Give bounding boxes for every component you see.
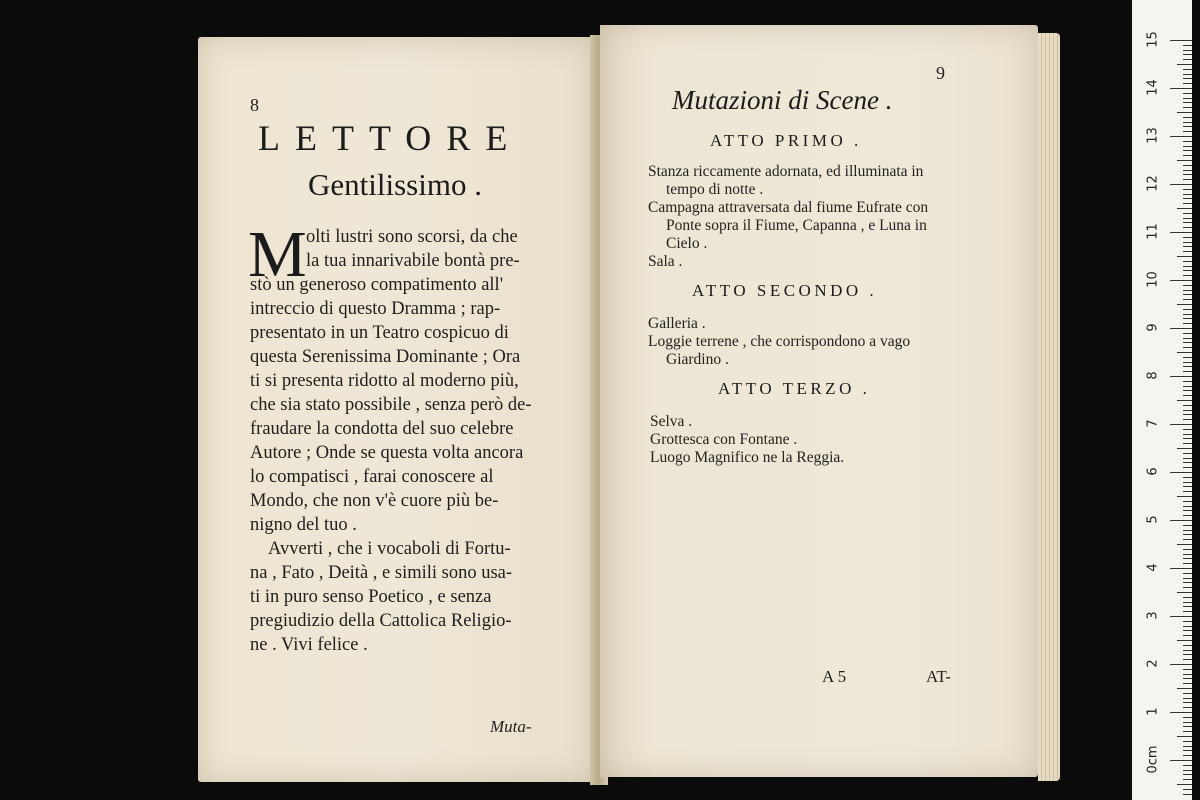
ruler-tick bbox=[1177, 352, 1192, 353]
ruler-tick bbox=[1183, 558, 1192, 559]
ruler-label: 2 bbox=[1145, 659, 1161, 668]
act-heading: ATTO PRIMO . bbox=[710, 131, 862, 150]
ruler-tick bbox=[1177, 448, 1192, 449]
ruler-tick bbox=[1183, 702, 1192, 703]
ruler-tick bbox=[1183, 390, 1192, 391]
text-line: Autore ; Onde se questa volta ancora bbox=[250, 443, 524, 463]
ruler-tick bbox=[1183, 227, 1192, 228]
ruler-tick bbox=[1177, 544, 1192, 545]
page-subtitle: Gentilissimo . bbox=[308, 167, 482, 202]
ruler-tick bbox=[1183, 510, 1192, 511]
ruler-tick bbox=[1183, 189, 1192, 190]
text-line: che sia stato possibile , senza però de- bbox=[250, 395, 532, 415]
ruler-tick bbox=[1183, 582, 1192, 583]
ruler-tick bbox=[1183, 126, 1192, 127]
scene-line: Stanza riccamente adornata, ed illuminata in bbox=[648, 163, 924, 180]
ruler-tick bbox=[1183, 294, 1192, 295]
text-line: ti in puro senso Poetico , e senza bbox=[250, 587, 492, 607]
text-line: stò un generoso compatimento all' bbox=[250, 275, 504, 295]
ruler-tick bbox=[1177, 496, 1192, 497]
ruler-tick bbox=[1183, 213, 1192, 214]
scene-line: Sala . bbox=[648, 253, 683, 270]
text-line: na , Fato , Deità , e simili sono usa- bbox=[250, 563, 513, 583]
ruler-tick bbox=[1183, 45, 1192, 46]
ruler-tick bbox=[1183, 467, 1192, 468]
ruler-tick bbox=[1183, 83, 1192, 84]
ruler-tick bbox=[1183, 323, 1192, 324]
ruler-tick bbox=[1183, 765, 1192, 766]
signature-mark: A 5 bbox=[822, 667, 847, 686]
ruler-tick bbox=[1183, 333, 1192, 334]
ruler-label: 7 bbox=[1145, 419, 1161, 428]
text-line: nigno del tuo . bbox=[250, 515, 357, 535]
ruler-tick bbox=[1183, 515, 1192, 516]
ruler-tick bbox=[1183, 443, 1192, 444]
ruler-tick bbox=[1183, 366, 1192, 367]
ruler-tick bbox=[1183, 371, 1192, 372]
ruler-tick bbox=[1183, 794, 1192, 795]
ruler-tick bbox=[1183, 491, 1192, 492]
scene-line: tempo di notte . bbox=[666, 181, 764, 198]
ruler-tick bbox=[1183, 141, 1192, 142]
ruler-tick bbox=[1170, 376, 1192, 377]
ruler-tick bbox=[1183, 405, 1192, 406]
ruler-tick bbox=[1183, 314, 1192, 315]
ruler-tick bbox=[1183, 683, 1192, 684]
act-heading: ATTO TERZO . bbox=[718, 379, 871, 398]
ruler-tick bbox=[1183, 342, 1192, 343]
text-line: Avverti , che i vocaboli di Fortu- bbox=[268, 539, 511, 559]
ruler-tick bbox=[1177, 112, 1192, 113]
ruler-tick bbox=[1183, 78, 1192, 79]
ruler-tick bbox=[1170, 424, 1192, 425]
ruler-tick bbox=[1183, 477, 1192, 478]
ruler-tick bbox=[1183, 347, 1192, 348]
page-number-right: 9 bbox=[936, 63, 945, 83]
ruler-label: 0cm bbox=[1145, 745, 1161, 774]
ruler-tick bbox=[1183, 362, 1192, 363]
ruler-tick bbox=[1183, 621, 1192, 622]
ruler-tick bbox=[1183, 462, 1192, 463]
ruler-tick bbox=[1177, 592, 1192, 593]
ruler-tick bbox=[1170, 760, 1192, 761]
ruler-tick bbox=[1183, 534, 1192, 535]
ruler-tick bbox=[1183, 102, 1192, 103]
ruler-tick bbox=[1183, 674, 1192, 675]
ruler-tick bbox=[1183, 554, 1192, 555]
ruler-label: 10 bbox=[1145, 271, 1161, 288]
ruler-tick bbox=[1183, 698, 1192, 699]
ruler-tick bbox=[1183, 194, 1192, 195]
ruler-tick bbox=[1183, 266, 1192, 267]
ruler-tick bbox=[1177, 784, 1192, 785]
ruler-tick bbox=[1183, 386, 1192, 387]
ruler-tick bbox=[1183, 338, 1192, 339]
ruler-tick bbox=[1183, 693, 1192, 694]
measuring-ruler bbox=[1132, 0, 1192, 800]
ruler-tick bbox=[1183, 678, 1192, 679]
ruler-tick bbox=[1183, 755, 1192, 756]
ruler-tick bbox=[1183, 381, 1192, 382]
ruler-tick bbox=[1170, 472, 1192, 473]
ruler-tick bbox=[1183, 155, 1192, 156]
ruler-tick bbox=[1170, 616, 1192, 617]
ruler-tick bbox=[1183, 117, 1192, 118]
ruler-tick bbox=[1183, 69, 1192, 70]
ruler-tick bbox=[1177, 400, 1192, 401]
ruler-tick bbox=[1183, 74, 1192, 75]
ruler-tick bbox=[1183, 635, 1192, 636]
ruler-label: 15 bbox=[1145, 31, 1161, 48]
ruler-tick bbox=[1170, 184, 1192, 185]
ruler-tick bbox=[1183, 174, 1192, 175]
ruler-tick bbox=[1177, 208, 1192, 209]
ruler-tick bbox=[1183, 770, 1192, 771]
act-heading: ATTO SECONDO . bbox=[692, 281, 878, 300]
ruler-tick bbox=[1183, 789, 1192, 790]
ruler-tick bbox=[1183, 198, 1192, 199]
ruler-tick bbox=[1170, 664, 1192, 665]
ruler-tick bbox=[1177, 640, 1192, 641]
ruler-tick bbox=[1183, 597, 1192, 598]
text-line: questa Serenissima Dominante ; Ora bbox=[250, 347, 521, 367]
ruler-tick bbox=[1183, 318, 1192, 319]
ruler-tick bbox=[1183, 54, 1192, 55]
page-number-left: 8 bbox=[250, 95, 259, 115]
ruler-tick bbox=[1183, 587, 1192, 588]
ruler-label: 13 bbox=[1145, 127, 1161, 144]
text-line: la tua innarivabile bontà pre- bbox=[306, 251, 520, 271]
ruler-tick bbox=[1183, 779, 1192, 780]
ruler-tick bbox=[1183, 59, 1192, 60]
ruler-tick bbox=[1183, 626, 1192, 627]
ruler-tick bbox=[1183, 549, 1192, 550]
ruler-tick bbox=[1170, 328, 1192, 329]
ruler-tick bbox=[1183, 50, 1192, 51]
ruler-tick bbox=[1177, 304, 1192, 305]
text-line: olti lustri sono scorsi, da che bbox=[306, 227, 518, 247]
ruler-tick bbox=[1183, 506, 1192, 507]
ruler-tick bbox=[1183, 98, 1192, 99]
ruler-tick bbox=[1183, 237, 1192, 238]
ruler-tick bbox=[1183, 578, 1192, 579]
ruler-tick bbox=[1183, 246, 1192, 247]
ruler-tick bbox=[1183, 429, 1192, 430]
ruler-tick bbox=[1183, 165, 1192, 166]
ruler-tick bbox=[1183, 453, 1192, 454]
page-title: LETTORE bbox=[258, 118, 523, 158]
ruler-tick bbox=[1183, 659, 1192, 660]
ruler-tick bbox=[1183, 419, 1192, 420]
ruler-label: 14 bbox=[1145, 79, 1161, 96]
ruler-tick bbox=[1183, 741, 1192, 742]
ruler-tick bbox=[1183, 146, 1192, 147]
ruler-label: 4 bbox=[1145, 563, 1161, 572]
ruler-tick bbox=[1183, 611, 1192, 612]
ruler-tick bbox=[1183, 285, 1192, 286]
ruler-label: 8 bbox=[1145, 371, 1161, 380]
ruler-tick bbox=[1183, 203, 1192, 204]
ruler-tick bbox=[1170, 520, 1192, 521]
ruler-tick bbox=[1183, 774, 1192, 775]
scene-line: Grottesca con Fontane . bbox=[650, 431, 798, 448]
ruler-tick bbox=[1183, 726, 1192, 727]
ruler-tick bbox=[1183, 525, 1192, 526]
page-title-right: Mutazioni di Scene . bbox=[672, 85, 893, 115]
ruler-tick bbox=[1183, 573, 1192, 574]
left-page bbox=[198, 37, 596, 782]
ruler-tick bbox=[1183, 251, 1192, 252]
ruler-tick bbox=[1177, 256, 1192, 257]
ruler-tick bbox=[1183, 630, 1192, 631]
ruler-tick bbox=[1177, 736, 1192, 737]
ruler-label: 9 bbox=[1145, 323, 1161, 332]
ruler-tick bbox=[1183, 563, 1192, 564]
ruler-label: 12 bbox=[1145, 175, 1161, 192]
ruler-tick bbox=[1183, 150, 1192, 151]
ruler-tick bbox=[1183, 395, 1192, 396]
text-line: ti si presenta ridotto al moderno più, bbox=[250, 371, 519, 391]
text-line: fraudare la condotta del suo celebre bbox=[250, 419, 514, 439]
ruler-tick bbox=[1183, 669, 1192, 670]
ruler-tick bbox=[1170, 232, 1192, 233]
ruler-tick bbox=[1183, 93, 1192, 94]
ruler-tick bbox=[1183, 179, 1192, 180]
scene-line: Campagna attraversata dal fiume Eufrate con bbox=[648, 199, 929, 216]
ruler-tick bbox=[1183, 410, 1192, 411]
ruler-tick bbox=[1183, 539, 1192, 540]
ruler-tick bbox=[1183, 602, 1192, 603]
catchword-right: AT- bbox=[926, 667, 951, 686]
drop-cap: M bbox=[248, 218, 307, 291]
ruler-tick bbox=[1183, 731, 1192, 732]
ruler-tick bbox=[1183, 261, 1192, 262]
ruler-tick bbox=[1170, 136, 1192, 137]
catchword-left: Muta- bbox=[490, 717, 532, 736]
ruler-tick bbox=[1183, 530, 1192, 531]
ruler-tick bbox=[1183, 458, 1192, 459]
ruler-tick bbox=[1183, 222, 1192, 223]
ruler-tick bbox=[1183, 486, 1192, 487]
page-edges bbox=[1038, 33, 1060, 781]
ruler-tick bbox=[1183, 606, 1192, 607]
text-line: intreccio di questo Dramma ; rap- bbox=[250, 299, 501, 319]
ruler-tick bbox=[1183, 438, 1192, 439]
text-line: ne . Vivi felice . bbox=[250, 635, 368, 655]
ruler-tick bbox=[1183, 434, 1192, 435]
ruler-tick bbox=[1183, 357, 1192, 358]
ruler-label: 6 bbox=[1145, 467, 1161, 476]
ruler-tick bbox=[1183, 717, 1192, 718]
ruler-tick bbox=[1183, 290, 1192, 291]
text-line: pregiudizio della Cattolica Religio- bbox=[250, 611, 512, 631]
scene-line: Selva . bbox=[650, 413, 693, 430]
ruler-tick bbox=[1183, 654, 1192, 655]
text-line: lo compatisci , farai conoscere al bbox=[250, 467, 494, 487]
open-book bbox=[190, 25, 1060, 785]
ruler-tick bbox=[1183, 309, 1192, 310]
ruler-tick bbox=[1183, 650, 1192, 651]
ruler-tick bbox=[1170, 280, 1192, 281]
ruler-tick bbox=[1170, 88, 1192, 89]
ruler-label: 5 bbox=[1145, 515, 1161, 524]
ruler-tick bbox=[1177, 688, 1192, 689]
scene-line: Ponte sopra il Fiume, Capanna , e Luna in bbox=[666, 217, 927, 234]
ruler-tick bbox=[1183, 482, 1192, 483]
ruler-tick bbox=[1183, 131, 1192, 132]
ruler-tick bbox=[1183, 218, 1192, 219]
ruler-tick bbox=[1170, 40, 1192, 41]
ruler-tick bbox=[1183, 707, 1192, 708]
ruler-tick bbox=[1183, 501, 1192, 502]
ruler-tick bbox=[1183, 645, 1192, 646]
ruler-tick bbox=[1177, 160, 1192, 161]
ruler-tick bbox=[1183, 170, 1192, 171]
scene-line: Cielo . bbox=[666, 235, 708, 252]
scene-line: Luogo Magnifico ne la Reggia. bbox=[650, 449, 845, 466]
ruler-tick bbox=[1183, 122, 1192, 123]
scene-line: Giardino . bbox=[666, 351, 729, 368]
ruler-tick bbox=[1183, 242, 1192, 243]
text-line: presentato in un Teatro cospicuo di bbox=[250, 323, 509, 343]
ruler-tick bbox=[1177, 64, 1192, 65]
scene-line: Galleria . bbox=[648, 315, 706, 332]
ruler-tick bbox=[1183, 746, 1192, 747]
ruler-label: 1 bbox=[1145, 707, 1161, 716]
ruler-tick bbox=[1170, 568, 1192, 569]
ruler-tick bbox=[1183, 722, 1192, 723]
ruler-tick bbox=[1183, 107, 1192, 108]
scene-line: Loggie terrene , che corrispondono a vago bbox=[648, 333, 911, 350]
ruler-label: 11 bbox=[1145, 223, 1161, 240]
ruler-tick bbox=[1183, 270, 1192, 271]
ruler-tick bbox=[1183, 275, 1192, 276]
text-line: Mondo, che non v'è cuore più be- bbox=[250, 491, 499, 511]
ruler-label: 3 bbox=[1145, 611, 1161, 620]
ruler-tick bbox=[1170, 712, 1192, 713]
right-page bbox=[600, 25, 1038, 777]
ruler-tick bbox=[1183, 750, 1192, 751]
ruler-tick bbox=[1183, 299, 1192, 300]
ruler-tick bbox=[1183, 414, 1192, 415]
